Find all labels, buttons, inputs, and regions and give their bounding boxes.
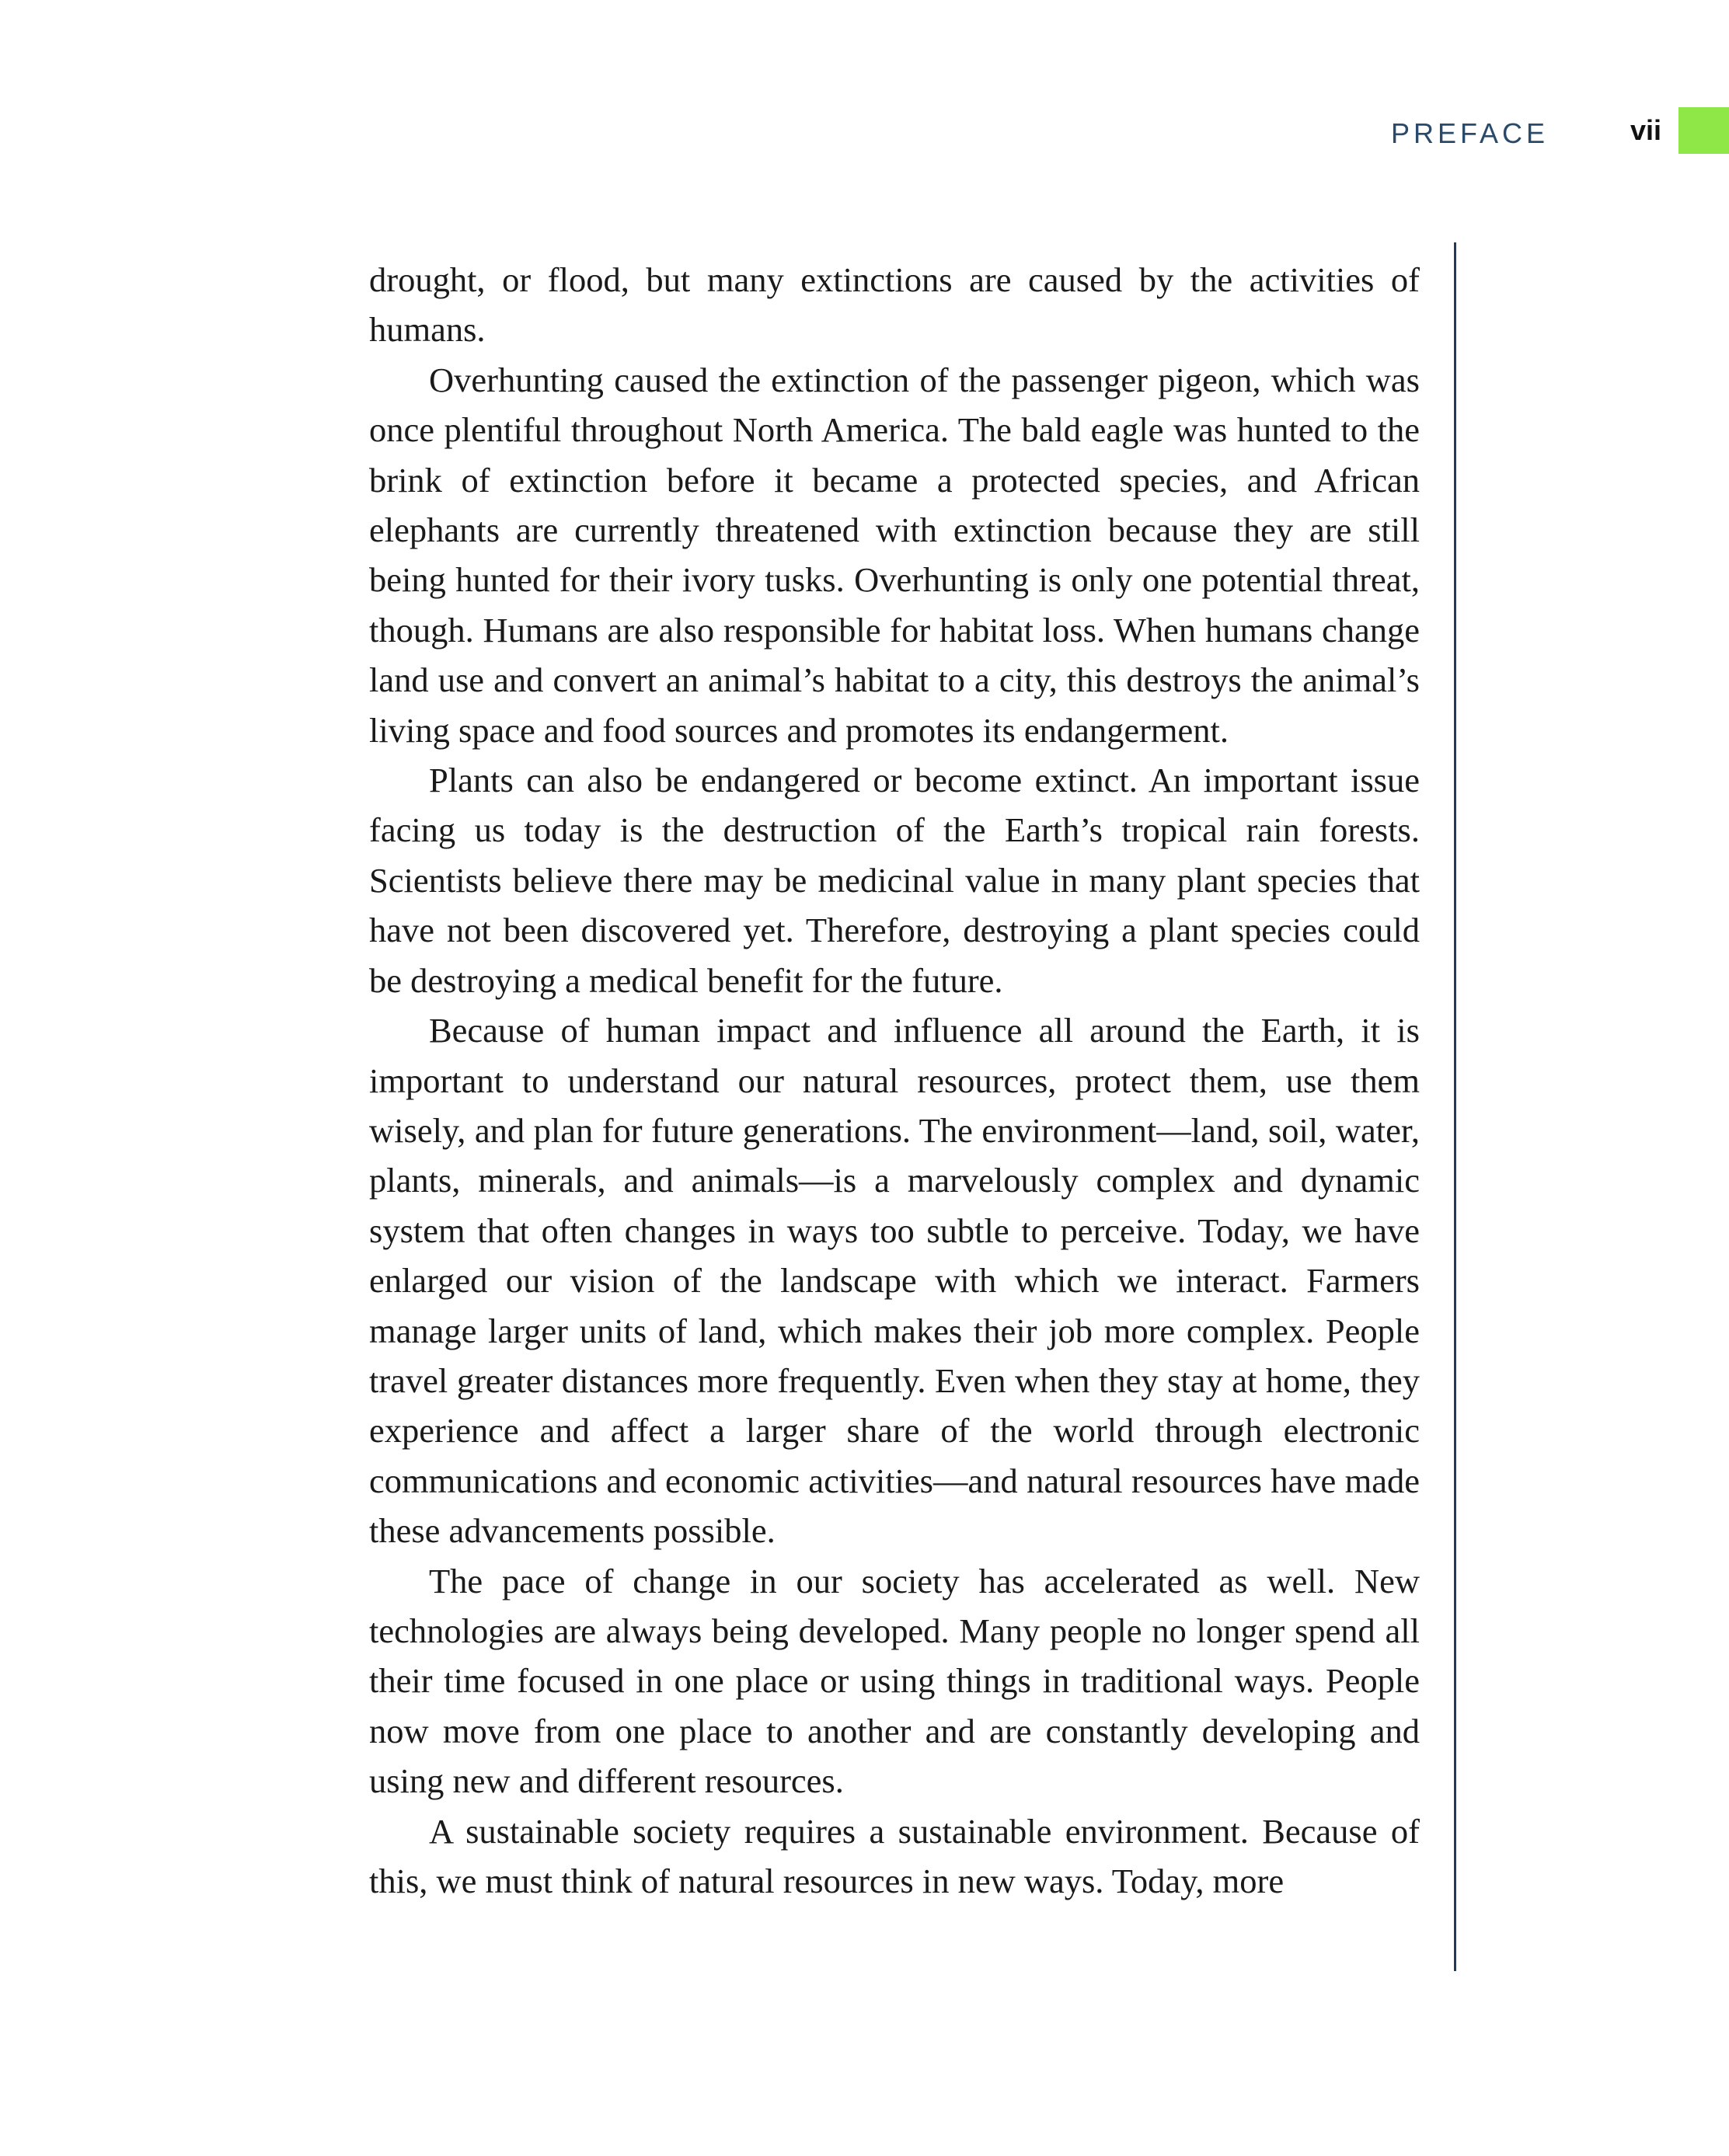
paragraph-continued: drought, or flood, but many extinctions are caused by the activities of humans. [369,260,1420,350]
paragraph-plants: Plants can also be endangered or become extinct. An important issue facing us today is the destruction of the Earth’s tropical rain forests. Scientists believe there may be medicinal value in many plant species that have not been discovered yet. Therefore, destroying a plant species could be destroying a medical benefit for the future. [369,761,1420,1000]
running-head: PREFACE [1391,117,1549,149]
paragraph-human-impact: Because of human impact and influence all around the Earth, it is important to understand our natural resources, protect them, use them wisely, and plan for future generations. The environment—land, soil, water, plants, minerals, and animals—is a marvelously complex and dynamic system that often changes in ways too subtle to perceive. Today, we have enlarged our vision of the landscape with which we interact. Farmers manage larger units of land, which makes their job more complex. People travel greater distances more frequently. Even when they stay at home, they experience and affect a larger share of the world through electronic communications and economic activities—and natural resources have made these advancements possible. [369,1011,1420,1551]
margin-rule [1454,242,1456,1971]
paragraph-pace-of-change: The pace of change in our society has accelerated as well. New technologies are always being developed. Many people no longer spend all their time focused in one place or using things in traditional ways. People now move from one place to another and are constantly developing and using new and different resources. [369,1561,1420,1801]
paragraph-overhunting: Overhunting caused the extinction of the passenger pigeon, which was once plentiful throughout North America. The bald eagle was hunted to the brink of extinction before it became a protected species, and African elephants are currently threatened with extinction because they are still being hunted for their ivory tusks. Overhunting is only one potential threat, though. Humans are also responsible for habitat loss. When humans change land use and convert an animal’s habitat to a city, this destroys the animal’s living space and food sources and promotes its endangerment. [369,360,1420,750]
page-number: vii [1630,114,1662,146]
paragraph-sustainable-society: A sustainable society requires a sustainable environment. Because of this, we must think of natural resources in new ways. Today, more [369,1811,1420,1900]
body-text [369,255,1420,1906]
thumb-tab-marker [1678,107,1729,154]
